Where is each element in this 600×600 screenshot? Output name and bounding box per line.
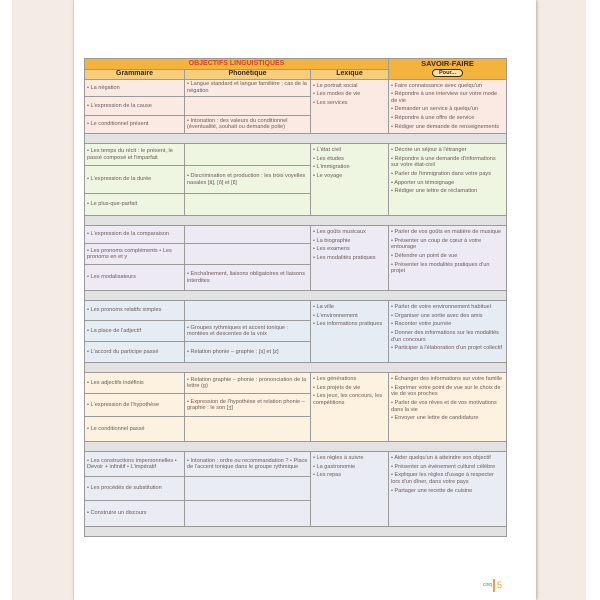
separator-cell	[85, 291, 507, 301]
phonetique-cell: • Relation phonie – graphie : [s] et [z]	[185, 342, 311, 363]
separator-cell	[85, 442, 507, 452]
phonetique-cell	[185, 501, 311, 527]
grammaire-cell: • Les adjectifs indéfinis	[85, 373, 185, 394]
savoir-faire-cell	[389, 373, 507, 442]
unit-row	[85, 452, 507, 477]
savoir-faire-item: • Présenter un événement culturel célèbre	[391, 463, 496, 470]
phonetique-cell	[185, 226, 311, 244]
lexique-item: • Les informations pratiques	[313, 321, 383, 328]
unit-separator	[85, 527, 507, 537]
lexique-item: • La biographie	[313, 237, 351, 244]
savoir-faire-cell	[389, 144, 507, 216]
phonetique-cell: • Enchaînement, liaisons obligatoires et liaisons interdites	[185, 265, 311, 291]
lexique-item: • L'environnement	[313, 312, 358, 319]
unit-separator	[85, 363, 507, 373]
lexique-item: • Les jeux, les concours, les compétitions	[313, 393, 383, 406]
phonetique-cell	[185, 144, 311, 166]
grammaire-cell: • Construire un discours	[85, 501, 185, 527]
phonetique-cell	[185, 477, 311, 501]
lexique-cell	[311, 373, 389, 442]
grammaire-cell: • Les procédés de substitution	[85, 477, 185, 501]
grammaire-cell: • La négation	[85, 79, 185, 97]
phonetique-cell: • Relation graphie – phonie : prononciation de la lettre (g)	[185, 373, 311, 394]
savoir-faire-item: • Défendre un point de vue	[391, 252, 458, 259]
savoir-faire-item: • Rédiger une lettre de réclamation	[391, 188, 478, 195]
savoir-faire-item: • Parler de votre environnement habituel	[391, 304, 491, 311]
objectifs-header: OBJECTIFS LINGUISTIQUES	[85, 59, 389, 70]
savoir-faire-item: • Faire connaissance avec quelqu'un	[391, 82, 483, 89]
savoir-faire-item: • Présenter un coup de cœur à votre entourage	[391, 237, 482, 251]
savoir-faire-item: • Participer à l'élaboration d'un projet collectif	[391, 345, 503, 352]
savoir-faire-item: • Envoyer une lettre de candidature	[391, 415, 479, 422]
lexique-item: • Le portrait social	[313, 82, 358, 89]
unit-row	[85, 144, 507, 166]
lexique-cell	[311, 226, 389, 291]
page-number: 5	[497, 580, 503, 590]
lexique-item: • Les projets de vie	[313, 384, 361, 391]
savoir-faire-item: • Donner des informations sur les modalités d'un concours	[391, 329, 499, 343]
phonetique-cell	[185, 244, 311, 265]
lexique-item: • Les générations	[313, 376, 357, 383]
grammaire-header: Grammaire	[85, 70, 185, 80]
objectives-table	[84, 58, 507, 537]
savoir-faire-item: • Rédiger une demande de renseignements	[391, 123, 499, 130]
savoir-faire-item: • Partager une recette de cuisine	[391, 487, 473, 494]
lexique-cell	[311, 144, 389, 216]
grammaire-cell: • Le conditionnel présent	[85, 115, 185, 134]
savoir-faire-item: • Parler de l'immigration dans votre pays	[391, 170, 492, 177]
unit-separator	[85, 216, 507, 226]
unit-row	[85, 301, 507, 321]
unit-row	[85, 373, 507, 394]
grammaire-cell: • Les temps du récit : le présent, le passé composé et l'imparfait	[85, 144, 185, 166]
lexique-item: • Les règles à suivre	[313, 455, 364, 462]
savoir-faire-item: • Organiser une sortie avec des amis	[391, 312, 483, 319]
grammaire-cell: • L'accord du participe passé	[85, 342, 185, 363]
separator-cell	[85, 363, 507, 373]
grammaire-cell: • L'expression de l'hypothèse	[85, 394, 185, 417]
grammaire-cell: • La place de l'adjectif	[85, 321, 185, 342]
savoir-faire-item: • Répondre à une demande d'informations sur votre état-civil	[391, 155, 496, 169]
grammaire-cell: • Le plus-que-parfait	[85, 194, 185, 216]
unit-separator	[85, 134, 507, 144]
savoir-faire-item: • Décrire un séjour à l'étranger	[391, 147, 467, 154]
savoir-faire-item: • Échanger des informations sur votre famille	[391, 376, 503, 383]
phonetique-cell: • Intonation : des valeurs du conditionnel (éventualité, souhait ou demande polie)	[185, 115, 311, 134]
savoir-faire-item: • Raconter votre journée	[391, 321, 452, 328]
grammaire-cell: • L'expression de la cause	[85, 97, 185, 116]
lexique-item: • Les examens	[313, 246, 350, 253]
unit-row	[85, 79, 507, 97]
grammaire-cell: • Les constructions impersonnelles • Devoir + infinitif • L'impératif	[85, 452, 185, 477]
separator-cell	[85, 134, 507, 144]
objectives-body	[85, 79, 507, 537]
savoir-faire-item: • Répondre à une interview sur votre mode de vie	[391, 91, 498, 104]
savoir-faire-cell	[389, 301, 507, 363]
savoir-faire-cell	[389, 226, 507, 291]
savoir-faire-item: • Exprimer votre point de vue sur le choix de vie de vos proches	[391, 384, 501, 398]
lexique-item: • L'état civil	[313, 147, 341, 154]
savoir-faire-item: • Apporter un témoignage	[391, 179, 455, 186]
separator-cell	[85, 216, 507, 226]
lexique-item: • Les modalités pratiques	[313, 254, 376, 261]
savoir-faire-item: • Parler de vos goûts en matière de musique	[391, 229, 502, 236]
lexique-item: • Les goûts musicaux	[313, 229, 366, 236]
grammaire-cell: • Les pronoms relatifs simples	[85, 301, 185, 321]
unit-separator	[85, 291, 507, 301]
separator-cell	[85, 527, 507, 537]
savoir-faire-title: SAVOIR-FAIRE	[421, 59, 474, 68]
lexique-item: • Les services	[313, 99, 348, 106]
grammaire-cell: • Les modalisateurs	[85, 265, 185, 291]
lexique-cell	[311, 301, 389, 363]
phonetique-header: Phonétique	[185, 70, 311, 80]
phonetique-cell: • Groupes rythmiques et accent tonique : montées et descentes de la voix	[185, 321, 311, 342]
phonetique-cell: • Intonation : ordre ou recommandation ? • Place de l'accent tonique dans le groupe rythmique	[185, 452, 311, 477]
grammaire-cell: • Les pronoms compléments • Les pronoms en et y	[85, 244, 185, 265]
lexique-cell	[311, 79, 389, 134]
unit-row	[85, 226, 507, 244]
savoir-faire-item: • Présenter les modalités pratiques d'un projet	[391, 261, 490, 275]
lexique-item: • La gastronomie	[313, 463, 356, 470]
lexique-item: • La ville	[313, 304, 334, 311]
pour-badge: Pour...	[432, 69, 463, 77]
grammaire-cell: • L'expression de la durée	[85, 166, 185, 194]
savoir-faire-header	[389, 59, 507, 80]
phonetique-cell	[185, 301, 311, 321]
phonetique-cell: • Langue standard et langue familière : cas de la négation	[185, 79, 311, 97]
savoir-faire-item: • Aider quelqu'un à atteindre son objectif	[391, 455, 491, 462]
lexique-item: • Les repas	[313, 472, 342, 479]
phonetique-cell: • Expression de l'hypothèse et relation phonie – graphie : le son [ʒ]	[185, 394, 311, 417]
lexique-item: • L'immigration	[313, 164, 350, 171]
page-marker-bar	[493, 579, 495, 592]
page-label: cinq	[483, 582, 493, 588]
savoir-faire-cell	[389, 452, 507, 527]
unit-separator	[85, 442, 507, 452]
savoir-faire-cell	[389, 79, 507, 134]
savoir-faire-item: • Demander un service à quelqu'un	[391, 106, 478, 113]
phonetique-cell	[185, 417, 311, 442]
phonetique-cell: • Discrimination et production : les trois voyelles nasales [ã], [õ] et [ɛ̃]	[185, 166, 311, 194]
savoir-faire-item: • Répondre à une offre de service	[391, 114, 475, 121]
lexique-cell	[311, 452, 389, 527]
phonetique-cell	[185, 194, 311, 216]
grammaire-cell: • L'expression de la comparaison	[85, 226, 185, 244]
savoir-faire-item: • Parler de vos rêves et de vos motivations dans la vie	[391, 399, 497, 413]
lexique-item: • Les modes de vie	[313, 91, 361, 98]
phonetique-cell	[185, 97, 311, 116]
lexique-item: • Les études	[313, 155, 344, 162]
lexique-item: • Le voyage	[313, 172, 343, 179]
lexique-header: Lexique	[311, 70, 389, 80]
grammaire-cell: • Le conditionnel passé	[85, 417, 185, 442]
savoir-faire-item: • Expliquer les règles d'usage à respecter lors d'un dîner, dans votre pays	[391, 472, 494, 485]
